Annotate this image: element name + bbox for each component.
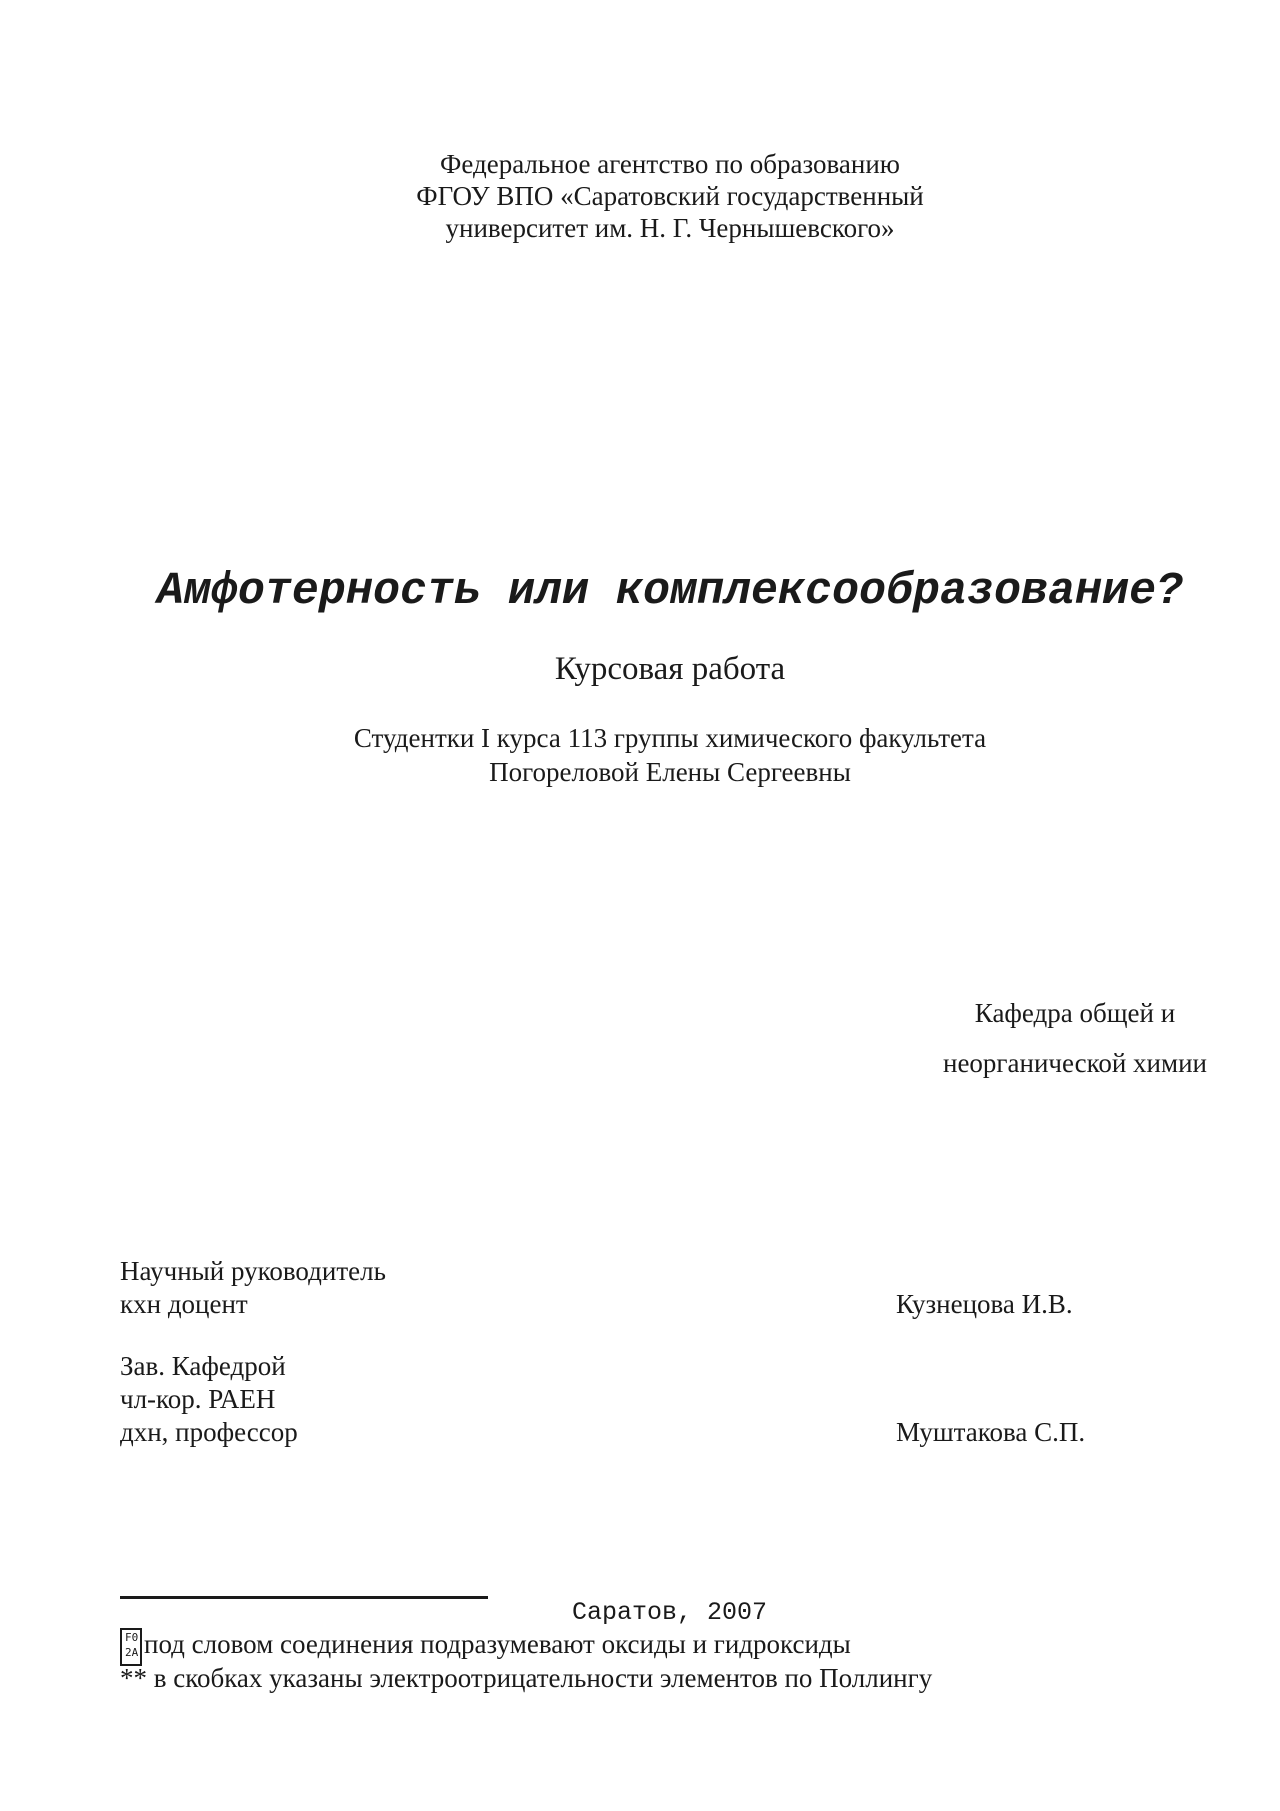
header-line-2: ФГОУ ВПО «Саратовский государственный: [416, 181, 924, 211]
header-line-3: университет им. Н. Г. Чернышевского»: [445, 213, 895, 243]
document-subtitle: Курсовая работа: [554, 651, 786, 687]
head-block: [120, 1350, 298, 1449]
supervisor-title: кхн доцент: [120, 1289, 248, 1319]
student-line-1: Студентки I курса 113 группы химического факультета: [353, 723, 987, 753]
head-role: Зав. Кафедрой: [120, 1351, 286, 1381]
document-title: Амфотерность или комплексообразование?: [156, 566, 1184, 617]
department-line-1: Кафедра общей и: [974, 998, 1176, 1028]
missing-glyph-icon: F0 2A: [120, 1628, 142, 1666]
footnote-separator: [120, 1596, 488, 1599]
head-title-1: чл-кор. РАЕН: [120, 1384, 276, 1414]
head-name: Муштакова С.П.: [896, 1417, 1086, 1447]
supervisor-name: Кузнецова И.В.: [896, 1289, 1073, 1319]
footnote-1: [120, 1628, 851, 1666]
city-year: Саратов, 2007: [572, 1598, 768, 1627]
supervisor-role: Научный руководитель: [120, 1256, 386, 1286]
supervisor-block: [120, 1255, 386, 1321]
department-line-2: неорганической химии: [943, 1048, 1207, 1078]
department-block: [925, 988, 1225, 1088]
head-title-2: дхн, профессор: [120, 1417, 298, 1447]
footnote-2: ** в скобках указаны электроотрицательности элементов по Поллингу: [120, 1663, 933, 1693]
student-info: [0, 721, 1280, 789]
footnote-1-text: под словом соединения подразумевают оксиды и гидроксиды: [144, 1629, 851, 1660]
institution-header: [0, 148, 1280, 244]
header-line-1: Федеральное агентство по образованию: [440, 149, 900, 179]
student-line-2: Погореловой Елены Сергеевны: [489, 757, 851, 787]
